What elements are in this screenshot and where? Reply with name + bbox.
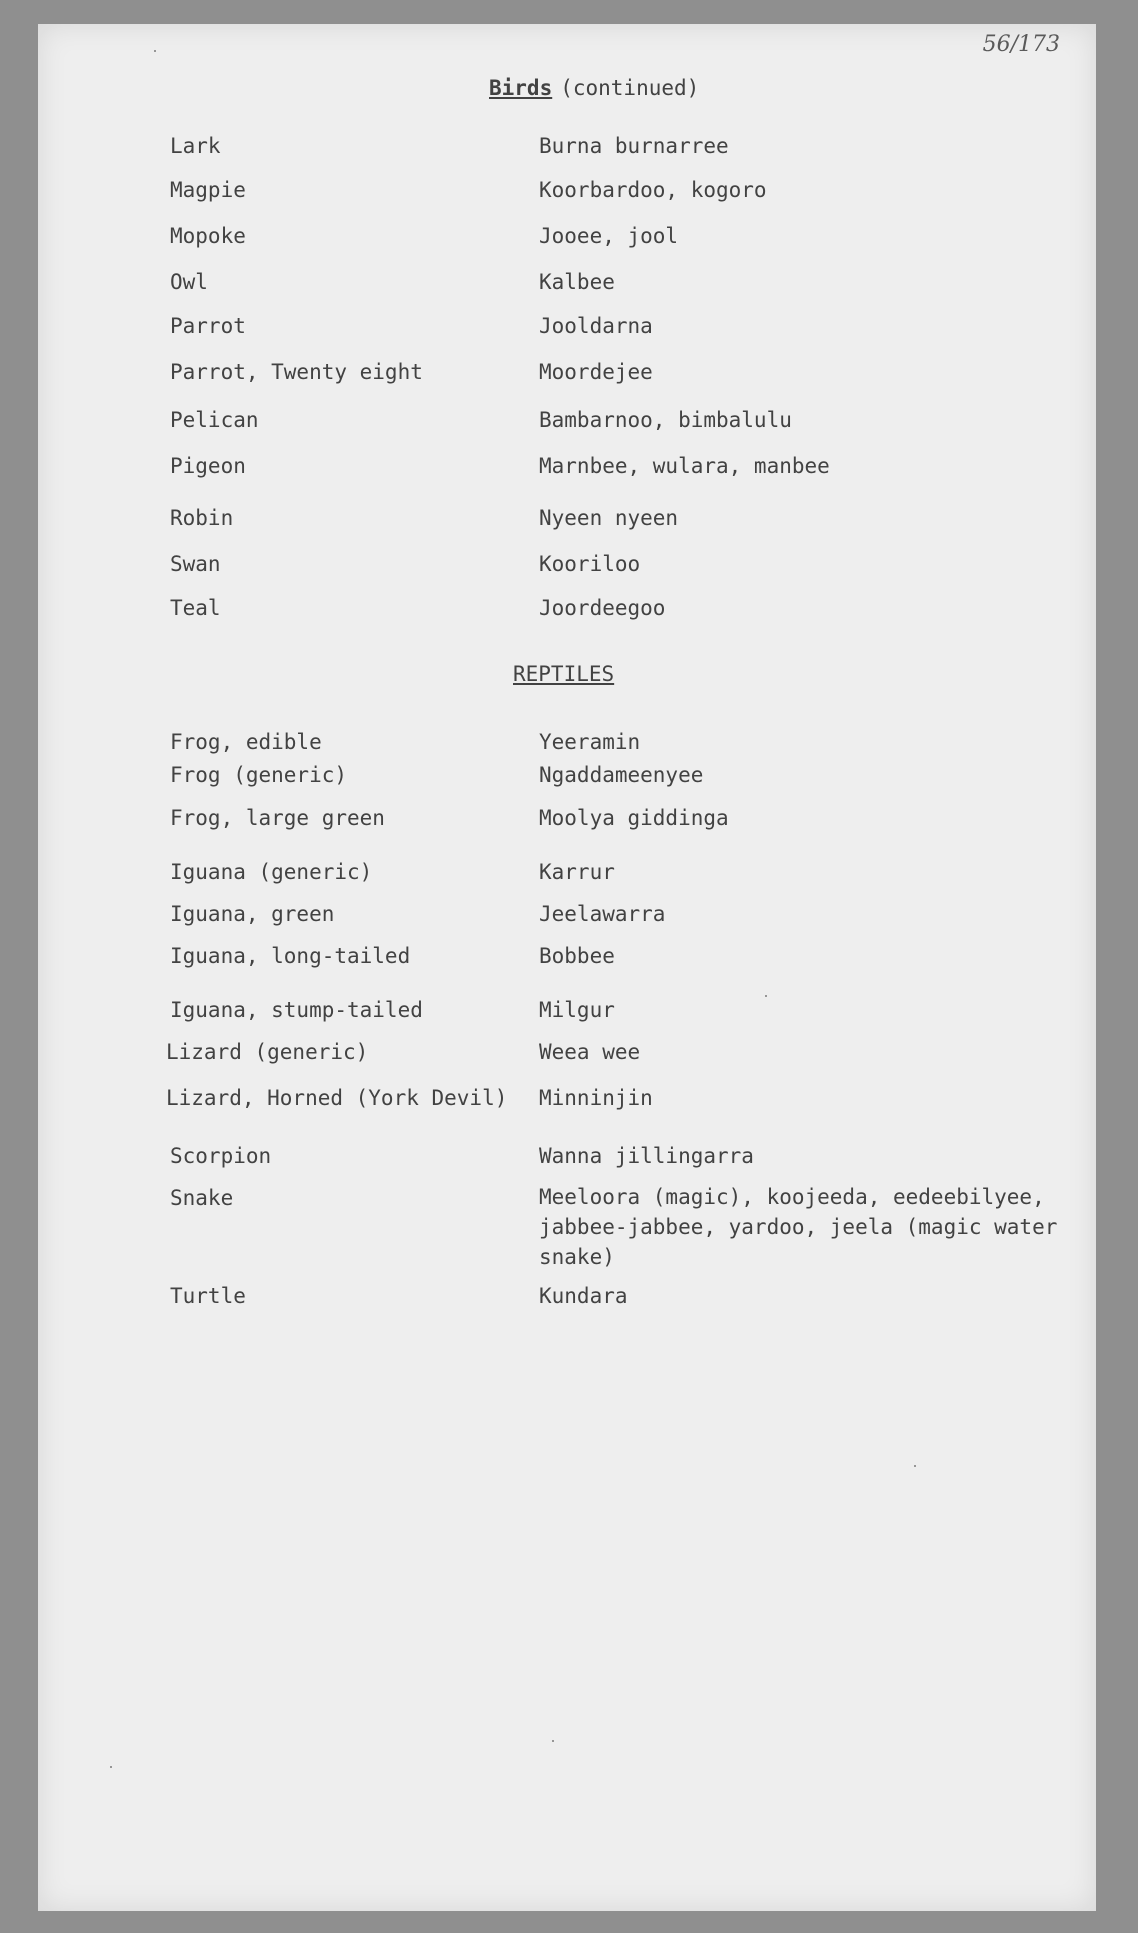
birds-row-2-english: Magpie xyxy=(170,178,246,202)
reptiles-row-12-native: Kundara xyxy=(539,1284,628,1308)
reptiles-row-7-english: Iguana, stump-tailed xyxy=(170,998,423,1022)
birds-row-8-english: Pigeon xyxy=(170,454,246,478)
birds-row-4-english: Owl xyxy=(170,270,208,294)
birds-row-11-english: Teal xyxy=(170,596,221,620)
reptiles-row-5-english: Iguana, green xyxy=(170,902,335,926)
reptiles-row-1-native: Yeeramin xyxy=(539,730,641,754)
reptiles-row-11-native: Meeloora (magic), koojeeda, eedeebilyee, jabbee-jabbee, yardoo, jeela (magic water snake) xyxy=(539,1185,1058,1269)
birds-row-8-native: Marnbee, wulara, manbee xyxy=(539,454,830,478)
reptiles-row-6-native: Bobbee xyxy=(539,944,615,968)
reptiles-row-6-english: Iguana, long-tailed xyxy=(170,944,411,968)
birds-row-1-english: Lark xyxy=(170,134,221,158)
birds-row-6-native: Moordejee xyxy=(539,360,653,384)
birds-row-1-native: Burna burnarree xyxy=(539,134,729,158)
birds-heading xyxy=(489,78,699,99)
reptiles-row-2-english: Frog (generic) xyxy=(170,763,348,787)
birds-row-11-native: Joordeegoo xyxy=(539,596,666,620)
document-page xyxy=(38,24,1096,1911)
reptiles-row-7-native: Milgur xyxy=(539,998,615,1022)
page-number: 56/173 xyxy=(982,32,1060,57)
birds-row-4-native: Kalbee xyxy=(539,270,615,294)
birds-row-9-native: Nyeen nyeen xyxy=(539,506,679,530)
birds-row-7-native: Bambarnoo, bimbalulu xyxy=(539,408,792,432)
birds-heading-main: Birds xyxy=(489,76,553,100)
paper-speck xyxy=(110,1766,112,1768)
reptiles-row-8-native: Weea wee xyxy=(539,1040,641,1064)
birds-row-3-english: Mopoke xyxy=(170,224,246,248)
birds-row-5-english: Parrot xyxy=(170,314,246,338)
reptiles-row-12-english: Turtle xyxy=(170,1284,246,1308)
reptiles-row-10-native: Wanna jillingarra xyxy=(539,1144,754,1168)
reptiles-row-10-english: Scorpion xyxy=(170,1144,272,1168)
birds-row-9-english: Robin xyxy=(170,506,234,530)
paper-speck xyxy=(914,1465,916,1467)
reptiles-row-3-english: Frog, large green xyxy=(170,806,385,830)
reptiles-row-1-english: Frog, edible xyxy=(170,730,322,754)
birds-row-10-english: Swan xyxy=(170,552,221,576)
reptiles-row-11-english: Snake xyxy=(170,1186,234,1210)
birds-row-5-native: Jooldarna xyxy=(539,314,653,338)
reptiles-row-9-native: Minninjin xyxy=(539,1086,653,1110)
birds-row-7-english: Pelican xyxy=(170,408,259,432)
paper-speck xyxy=(154,50,156,52)
birds-row-2-native: Koorbardoo, kogoro xyxy=(539,178,767,202)
birds-row-6-english: Parrot, Twenty eight xyxy=(170,360,423,384)
birds-heading-rest: (continued) xyxy=(560,76,700,100)
reptiles-row-4-native: Karrur xyxy=(539,860,615,884)
birds-row-3-native: Jooee, jool xyxy=(539,224,679,248)
birds-row-10-native: Kooriloo xyxy=(539,552,641,576)
reptiles-row-5-native: Jeelawarra xyxy=(539,902,666,926)
reptiles-row-2-native: Ngaddameenyee xyxy=(539,763,704,787)
paper-speck xyxy=(552,1740,554,1742)
paper-speck xyxy=(765,995,767,997)
reptiles-row-8-english: Lizard (generic) xyxy=(166,1040,369,1064)
reptiles-heading: REPTILES xyxy=(513,662,615,686)
reptiles-row-9-english: Lizard, Horned (York Devil) xyxy=(166,1086,508,1110)
reptiles-row-3-native: Moolya giddinga xyxy=(539,806,729,830)
reptiles-row-4-english: Iguana (generic) xyxy=(170,860,373,884)
